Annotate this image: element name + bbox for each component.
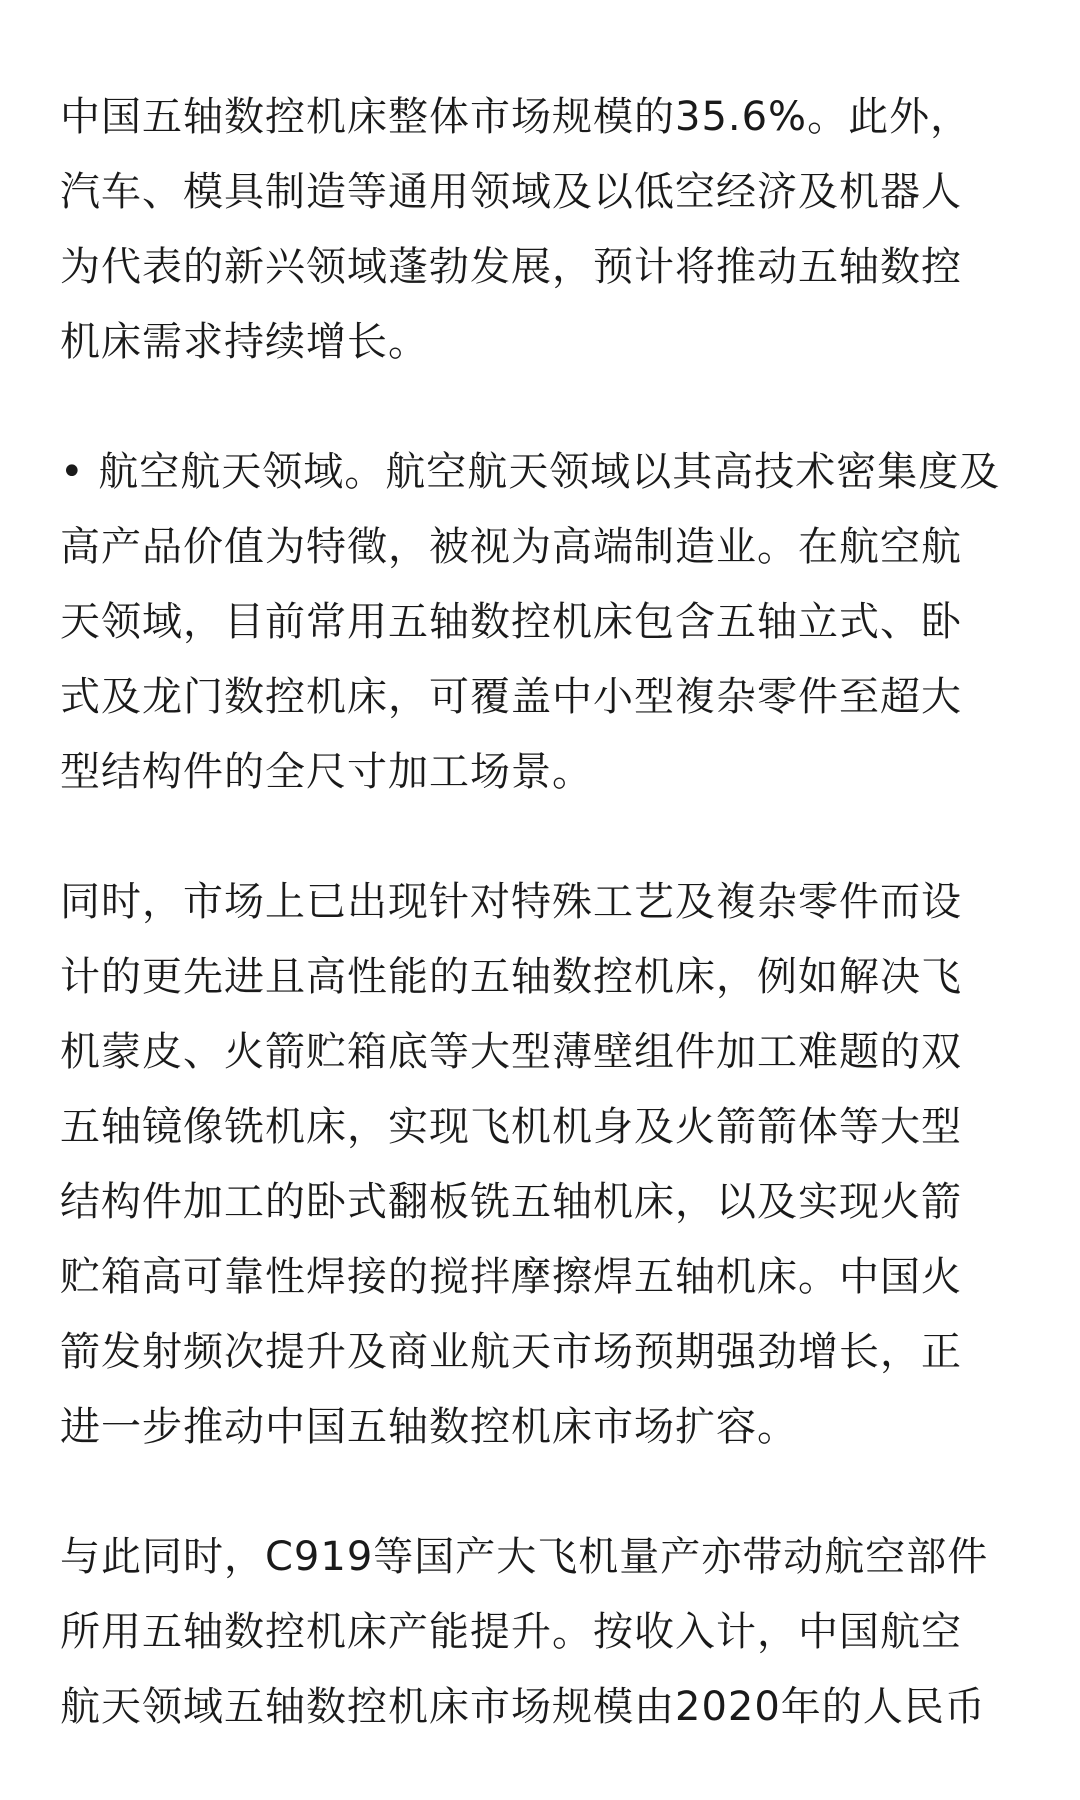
text-line: • 航空航天领域。航空航天领域以其高技术密集度及 bbox=[60, 449, 1001, 495]
text-line: 式及龙门数控机床，可覆盖中小型複杂零件至超大 bbox=[60, 674, 962, 720]
paragraph-general-fields bbox=[60, 80, 1020, 380]
paragraph-advanced-machines bbox=[60, 865, 1020, 1465]
paragraph-c919 bbox=[60, 1520, 1020, 1745]
paragraph-aerospace-bullet bbox=[60, 435, 1020, 810]
text-line: 箭发射频次提升及商业航天市场预期强劲增长，正 bbox=[60, 1329, 962, 1375]
text-line: 机蒙皮、火箭贮箱底等大型薄壁组件加工难题的双 bbox=[60, 1029, 962, 1075]
text-line: 计的更先进且高性能的五轴数控机床，例如解决飞 bbox=[60, 954, 962, 1000]
text-line: 机床需求持续增长。 bbox=[60, 319, 429, 365]
text-line: 贮箱高可靠性焊接的搅拌摩擦焊五轴机床。中国火 bbox=[60, 1254, 962, 1300]
text-line: 航天领域五轴数控机床市场规模由2020年的人民币 bbox=[60, 1684, 986, 1730]
text-line: 型结构件的全尺寸加工场景。 bbox=[60, 749, 593, 795]
text-line: 天领域，目前常用五轴数控机床包含五轴立式、卧 bbox=[60, 599, 962, 645]
text-line: 结构件加工的卧式翻板铣五轴机床，以及实现火箭 bbox=[60, 1179, 962, 1225]
text-line: 与此同时，C919等国产大飞机量产亦带动航空部件 bbox=[60, 1534, 989, 1580]
text-line: 高产品价值为特徵，被视为高端制造业。在航空航 bbox=[60, 524, 962, 570]
text-line: 进一步推动中国五轴数控机床市场扩容。 bbox=[60, 1404, 798, 1450]
text-line: 为代表的新兴领域蓬勃发展，预计将推动五轴数控 bbox=[60, 244, 962, 290]
text-line: 中国五轴数控机床整体市场规模的35.6%。此外， bbox=[60, 94, 972, 140]
article-body bbox=[60, 80, 1020, 1800]
text-line: 同时，市场上已出现针对特殊工艺及複杂零件而设 bbox=[60, 879, 962, 925]
text-line: 汽车、模具制造等通用领域及以低空经济及机器人 bbox=[60, 169, 962, 215]
text-line: 五轴镜像铣机床，实现飞机机身及火箭箭体等大型 bbox=[60, 1104, 962, 1150]
text-line: 所用五轴数控机床产能提升。按收入计，中国航空 bbox=[60, 1609, 962, 1655]
